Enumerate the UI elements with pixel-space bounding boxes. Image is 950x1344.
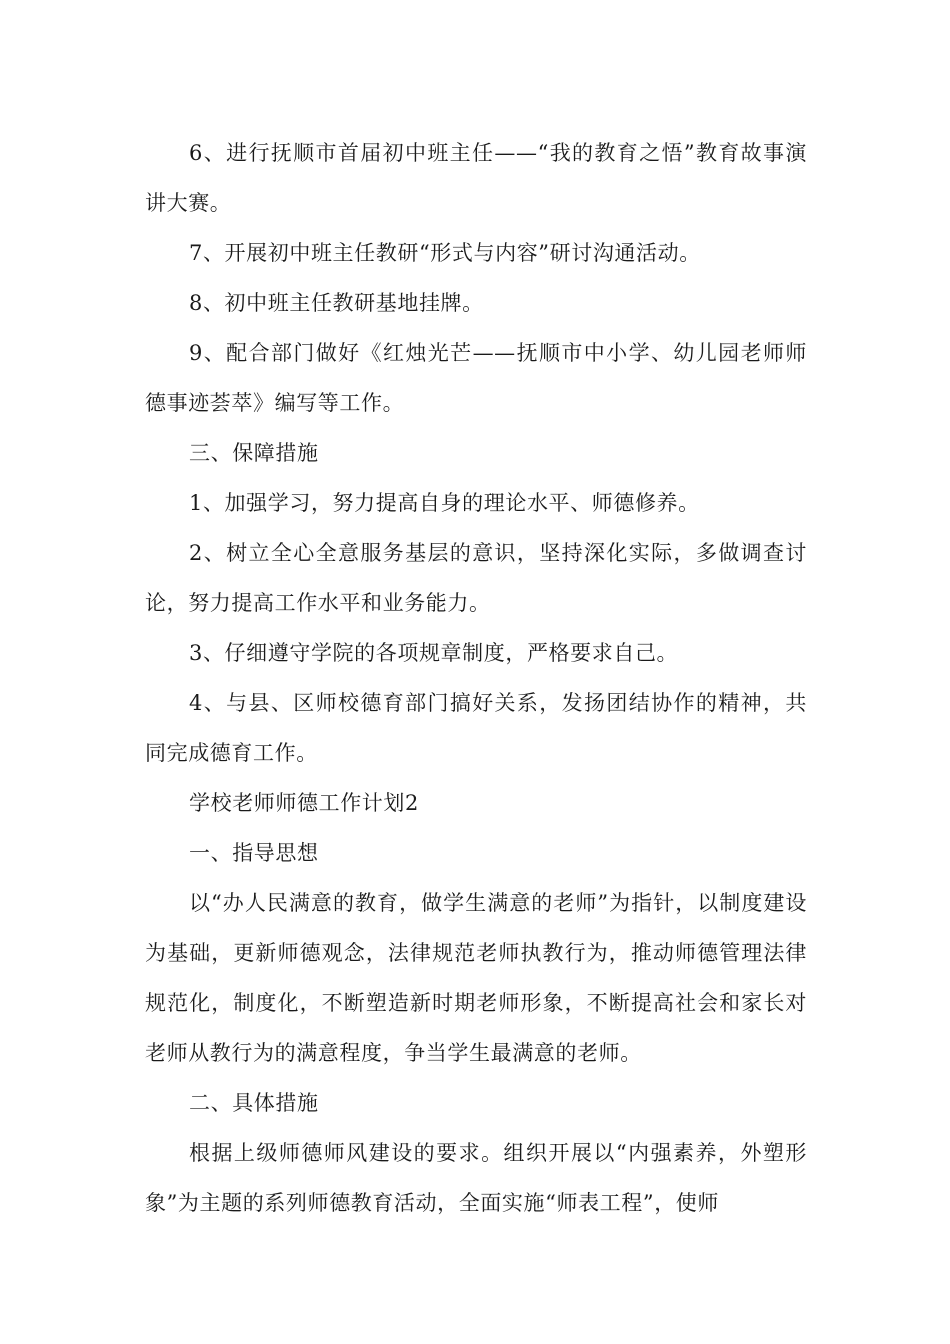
paragraph-item-9: 9、配合部门做好《红烛光芒——抚顺市中小学、幼儿园老师师德事迹荟萃》编写等工作。 xyxy=(145,341,807,415)
paragraph-item-6: 6、进行抚顺市首届初中班主任——“我的教育之悟”教育故事演讲大赛。 xyxy=(145,141,807,215)
document-title-plan-2: 学校老师师德工作计划2 xyxy=(189,791,419,815)
document-body xyxy=(145,128,807,1228)
section-heading-guiding-ideology: 一、指导思想 xyxy=(189,841,319,865)
paragraph-safeguard-1: 1、加强学习，努力提高自身的理论水平、师德修养。 xyxy=(189,491,700,515)
paragraph-safeguard-2: 2、树立全心全意服务基层的意识，坚持深化实际，多做调查讨论，努力提高工作水平和业务能力。 xyxy=(145,541,807,615)
paragraph-item-7: 7、开展初中班主任教研“形式与内容”研讨沟通活动。 xyxy=(189,241,701,265)
paragraph-safeguard-3: 3、仔细遵守学院的各项规章制度，严格要求自己。 xyxy=(189,641,679,665)
paragraph-item-8: 8、初中班主任教研基地挂牌。 xyxy=(189,291,484,315)
section-heading-specific-measures: 二、具体措施 xyxy=(189,1091,319,1115)
paragraph-specific-measures: 根据上级师德师风建设的要求。组织开展以“内强素养，外塑形象”为主题的系列师德教育活动，全面实施“师表工程”，使师 xyxy=(145,1141,807,1215)
paragraph-safeguard-4: 4、与县、区师校德育部门搞好关系，发扬团结协作的精神，共同完成德育工作。 xyxy=(145,691,807,765)
section-heading-safeguards: 三、保障措施 xyxy=(189,441,319,465)
paragraph-guiding-ideology: 以“办人民满意的教育，做学生满意的老师”为指针，以制度建设为基础，更新师德观念，法律规范老师执教行为，推动师德管理法律规范化，制度化，不断塑造新时期老师形象，不断提高社会和家长对老师从教行为的满意程度，争当学生最满意的老师。 xyxy=(145,891,807,1065)
